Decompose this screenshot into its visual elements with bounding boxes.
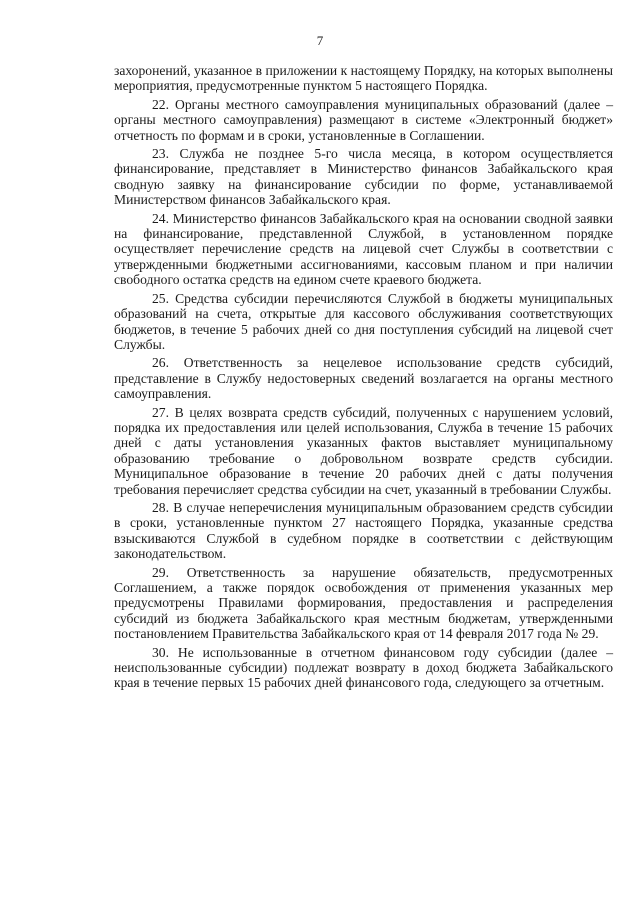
paragraph-30: 30. Не использованные в отчетном финансовом году субсидии (далее – неиспользованные субсидии) подлежат возврату в доход бюджета Забайкальского края в течение первых 15 рабочих дней финансового года, следующего за отчетным. bbox=[114, 644, 613, 691]
paragraph-29: 29. Ответственность за нарушение обязательств, предусмотренных Соглашением, а также порядок освобождения от применения указанных мер предусмотрены Правилами формирования, предоставления и распределения субсидий из бюджета Забайкальского края местным бюджетам, утвержденными постановлением Правительства Забайкальского края от 14 февраля 2017 года № 29. bbox=[114, 564, 613, 642]
paragraph-24: 24. Министерство финансов Забайкальского края на основании сводной заявки на финансирование, представленной Службой, в установленном порядке осуществляет перечисление средств на лицевой счет Службы в соответствии с утвержденными бюджетными ассигнованиями, кассовым планом и при наличии свободного остатка средств на едином счете краевого бюджета. bbox=[114, 210, 613, 288]
document-body bbox=[114, 63, 613, 694]
paragraph-22: 22. Органы местного самоуправления муниципальных образований (далее – органы местного самоуправления) размещают в системе «Электронный бюджет» отчетность по формам и в сроки, установленные в Соглашении. bbox=[114, 96, 613, 143]
paragraph-23: 23. Служба не позднее 5-го числа месяца, в котором осуществляется финансирование, представляет в Министерство финансов Забайкальского края сводную заявку на финансирование субсидии по форме, устанавливаемой Министерством финансов Забайкальского края. bbox=[114, 146, 613, 208]
paragraph-27: 27. В целях возврата средств субсидий, полученных с нарушением условий, порядка их предоставления или целей использования, Служба в течение 15 рабочих дней с даты установления указанных фактов выставляет муниципальному образованию требование о добровольном возврате средств субсидии. Муниципальное образование в течение 20 рабочих дней с даты получения требования перечисляет средства субсидии на счет, указанный в требовании Службы. bbox=[114, 404, 613, 497]
paragraph-26: 26. Ответственность за нецелевое использование средств субсидий, представление в Службу недостоверных сведений возлагается на органы местного самоуправления. bbox=[114, 355, 613, 402]
page-number: 7 bbox=[316, 33, 324, 48]
paragraph-continuation: захоронений, указанное в приложении к настоящему Порядку, на которых выполнены мероприятия, предусмотренные пунктом 5 настоящего Порядка. bbox=[114, 63, 613, 94]
paragraph-25: 25. Средства субсидии перечисляются Службой в бюджеты муниципальных образований на счета, открытые для кассового обслуживания соответствующих бюджетов, в течение 5 рабочих дней со дня поступления субсидий на лицевой счет Службы. bbox=[114, 290, 613, 352]
paragraph-28: 28. В случае неперечисления муниципальным образованием средств субсидии в сроки, установленные пунктом 27 настоящего Порядка, указанные средства взыскиваются Службой в судебном порядке в соответствии с действующим законодательством. bbox=[114, 499, 613, 562]
